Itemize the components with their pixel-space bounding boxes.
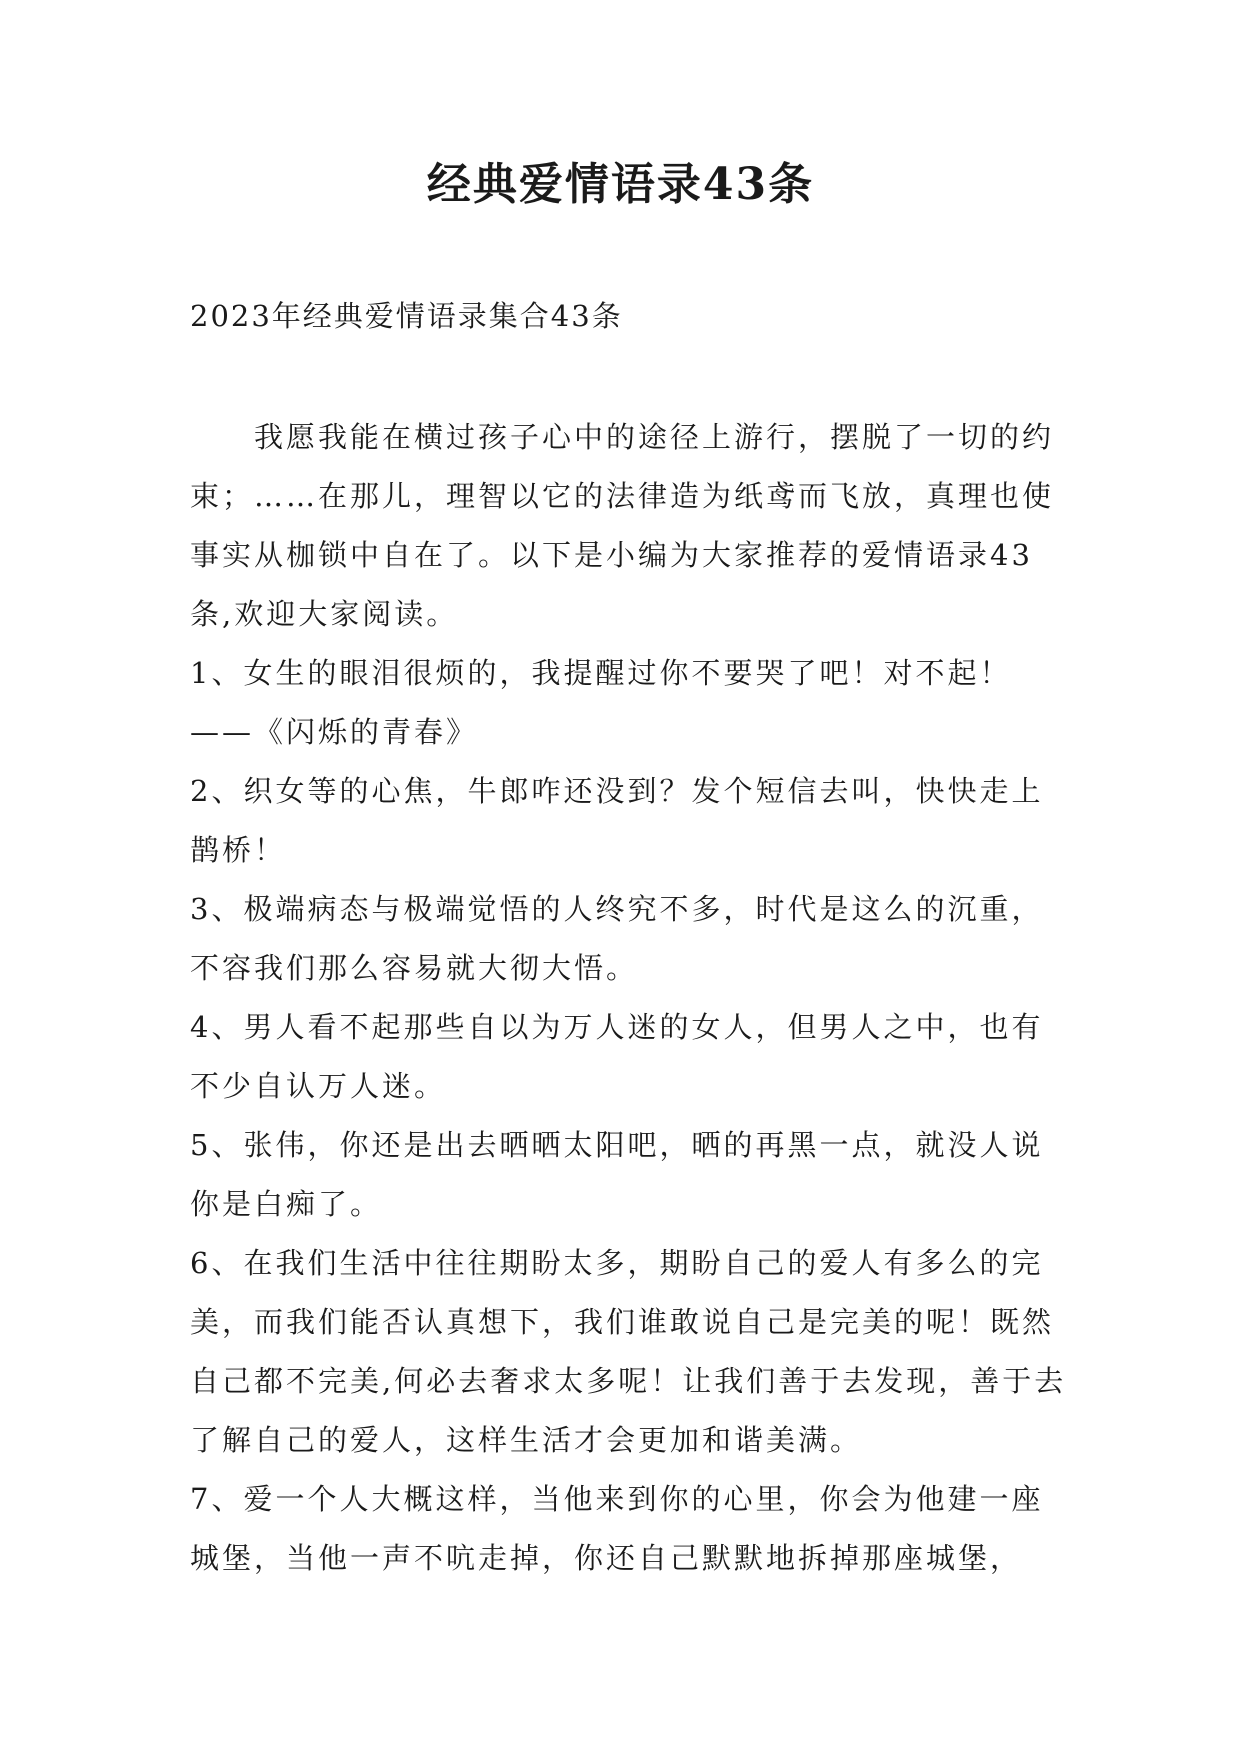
document-body <box>190 408 1070 1588</box>
intro-paragraph: 我愿我能在横过孩子心中的途径上游行，摆脱了一切的约束；……在那儿，理智以它的法律造为纸鸢而飞放，真理也使事实从枷锁中自在了。以下是小编为大家推荐的爱情语录43条,欢迎大家阅读。 <box>190 420 1055 631</box>
quote-item-4: 4、男人看不起那些自以为万人迷的女人，但男人之中，也有不少自认万人迷。 <box>190 1010 1044 1103</box>
quote-item-2: 2、织女等的心焦，牛郎咋还没到？发个短信去叫，快快走上鹊桥！ <box>190 774 1044 867</box>
document-title: 经典爱情语录43条 <box>426 159 815 210</box>
document-subtitle: 2023年经典爱情语录集合43条 <box>190 299 623 333</box>
quote-item-3: 3、极端病态与极端觉悟的人终究不多，时代是这么的沉重，不容我们那么容易就大彻大悟。 <box>190 892 1044 985</box>
quote-item-1: 1、女生的眼泪很烦的，我提醒过你不要哭了吧！对不起！——《闪烁的青春》 <box>190 656 1012 749</box>
quote-item-6: 6、在我们生活中往往期盼太多，期盼自己的爱人有多么的完美，而我们能否认真想下，我们谁敢说自己是完美的呢！既然自己都不完美,何必去奢求太多呢！让我们善于去发现，善于去了解自己的爱人，这样生活才会更加和谐美满。 <box>190 1246 1067 1457</box>
quote-item-5: 5、张伟，你还是出去晒晒太阳吧，晒的再黑一点，就没人说你是白痴了。 <box>190 1128 1044 1221</box>
quote-item-7: 7、爱一个人大概这样，当他来到你的心里，你会为他建一座城堡，当他一声不吭走掉，你还自己默默地拆掉那座城堡， <box>190 1482 1044 1575</box>
